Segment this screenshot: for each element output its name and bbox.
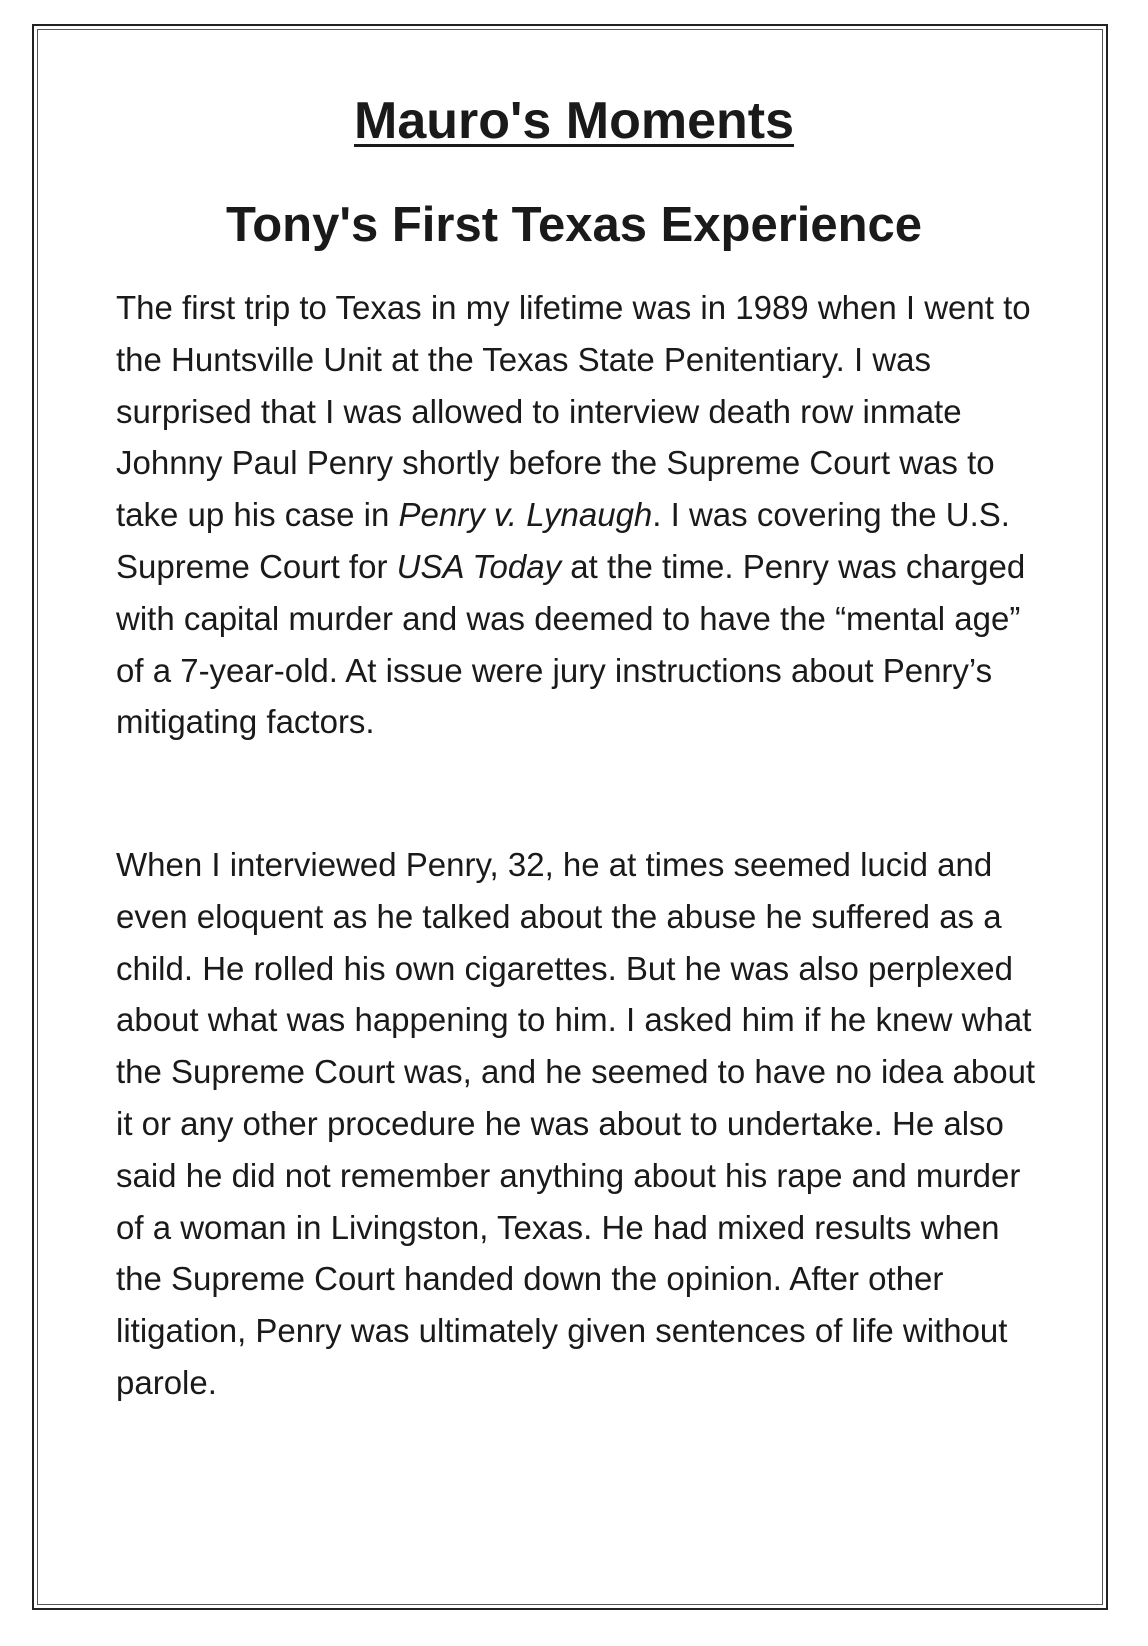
paragraph-1-text-b: . I was covering the U.S. Supreme Court for bbox=[116, 496, 1010, 585]
paragraph-1-text-a: The first trip to Texas in my lifetime was in 1989 when I went to the Huntsville Unit at the Texas State Penitentiary. I was surprised that I was allowed to interview death row inmate Johnny Paul Penry shortly before the Supreme Court was to take up his case in bbox=[116, 289, 1031, 534]
masthead bbox=[0, 90, 1148, 152]
paragraph-1-text-c: at the time. Penry was charged with capital murder and was deemed to have the “mental age” of a 7-year-old. At issue were jury instructions about Penry’s mitigating factors. bbox=[116, 547, 1026, 741]
article-paragraph-1 bbox=[116, 282, 1041, 748]
case-name: Penry v. Lynaugh bbox=[398, 496, 653, 534]
masthead-title: Mauro's Moments bbox=[354, 92, 794, 150]
headline: Tony's First Texas Experience bbox=[225, 198, 923, 252]
article-paragraph-2: When I interviewed Penry, 32, he at times seemed lucid and even eloquent as he talked about the abuse he suffered as a child. He rolled his own cigarettes. But he was also perplexed about what was happening to him. I asked him if he knew what the Supreme Court was, and he seemed to have no idea about it or any other procedure he was about to undertake. He also said he did not remember anything about his rape and murder of a woman in Livingston, Texas. He had mixed results when the Supreme Court handed down the opinion. After other litigation, Penry was ultimately given sentences of life without parole. bbox=[116, 846, 1036, 1401]
publication-name: USA Today bbox=[396, 547, 562, 585]
